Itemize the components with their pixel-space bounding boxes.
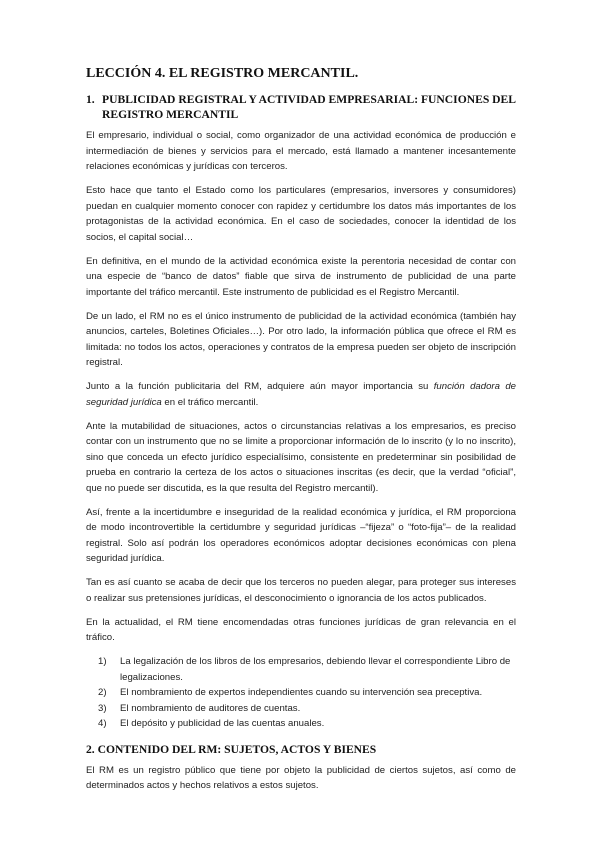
list-item-text: La legalización de los libros de los empresarios, debiendo llevar el correspondiente Libro de legalizaciones. <box>120 656 511 683</box>
paragraph-8: Tan es así cuanto se acaba de decir que los terceros no pueden alegar, para proteger sus intereses o realizar sus pretensiones jurídicas, el desconocimiento o ignorancia de los actos publicados. <box>86 577 516 604</box>
list-item <box>86 716 516 732</box>
paragraph-1: El empresario, individual o social, como organizador de una actividad económica de producción e intermediación de bienes y servicios para el mercado, está llamado a mantener incesantemente relaciones económicas y jurídicas con terceros. <box>86 130 516 172</box>
list-item-number: 3) <box>98 702 107 714</box>
functions-list <box>86 654 516 732</box>
paragraph-9: En la actualidad, el RM tiene encomendadas otras funciones jurídicas de gran relevancia en el tráfico. <box>86 616 516 643</box>
section-2-paragraph-1: El RM es un registro público que tiene por objeto la publicidad de ciertos sujetos, así como de determinados actos y hechos relativos a estos sujetos. <box>86 764 516 791</box>
list-item-text: El nombramiento de expertos independientes cuando su intervención sea preceptiva. <box>120 687 483 698</box>
list-item-number: 4) <box>98 718 107 729</box>
list-item-text: El nombramiento de auditores de cuentas. <box>120 702 301 714</box>
paragraph-7: Así, frente a la incertidumbre e inseguridad de la realidad económica y jurídica, el RM proporciona de modo incontrovertible la certidumbre y seguridad jurídicas –“fijeza” o “foto-fija”– de la realidad registral. Solo así podrán los operadores económicos adoptar decisiones económicas con plena seguridad jurídica. <box>86 506 516 564</box>
section-1-heading <box>86 92 516 122</box>
section-1-number: 1. <box>86 93 95 106</box>
paragraph-2: Esto hace que tanto el Estado como los particulares (empresarios, inversores y consumidores) puedan en cualquier momento conocer con rapidez y certidumbre los datos más importantes de los protagonistas de la actividad económica. En el caso de sociedades, conocer la identidad de los socios, el capital social… <box>86 185 516 243</box>
list-item-number: 2) <box>98 687 107 698</box>
list-item <box>86 701 516 717</box>
list-item <box>86 685 516 701</box>
paragraph-5-end: en el tráfico mercantil. <box>161 396 259 408</box>
list-item <box>86 654 516 685</box>
list-item-number: 1) <box>98 656 107 667</box>
paragraph-4: De un lado, el RM no es el único instrumento de publicidad de la actividad económica (también hay anuncios, carteles, Boletines Oficiales…). Por otro lado, la información pública que ofrece el RM es limitada: no todos los actos, operaciones y contratos de la empresa pueden ser objeto de inscripción registral. <box>86 310 516 368</box>
list-item-text: El depósito y publicidad de las cuentas anuales. <box>120 718 325 729</box>
paragraph-3: En definitiva, en el mundo de la actividad económica existe la perentoria necesidad de contar con una especie de “banco de datos” fiable que sirva de instrumento de publicidad de una parte importante del tráfico mercantil. Este instrumento de publicidad es el Registro Mercantil. <box>86 255 516 298</box>
document-page <box>86 64 516 802</box>
section-1-title: PUBLICIDAD REGISTRAL Y ACTIVIDAD EMPRESARIAL: FUNCIONES DEL REGISTRO MERCANTIL <box>102 93 516 121</box>
paragraph-5 <box>86 379 516 410</box>
paragraph-6: Ante la mutabilidad de situaciones, actos o circunstancias relativas a los empresarios, es preciso contar con un instrumento que no se limite a proporcionar información de lo inscrito (y lo no inscrito), sino que conceda un efecto jurídico especialísimo, consistente en predeterminar sin posibilidad de prueba en contrario la certeza de los actos o situaciones inscritas (es decir, que la verdad “oficial”, que no puede ser discutida, es la que resulta del Registro mercantil). <box>86 420 516 494</box>
paragraph-5-emphasis: función dadora de seguridad jurídica <box>86 381 516 408</box>
paragraph-5-start: Junto a la función publicitaria del RM, adquiere aún mayor importancia su <box>86 381 434 392</box>
section-2-heading: 2. CONTENIDO DEL RM: SUJETOS, ACTOS Y BIENES <box>86 742 377 756</box>
lesson-title: LECCIÓN 4. EL REGISTRO MERCANTIL. <box>86 66 359 81</box>
